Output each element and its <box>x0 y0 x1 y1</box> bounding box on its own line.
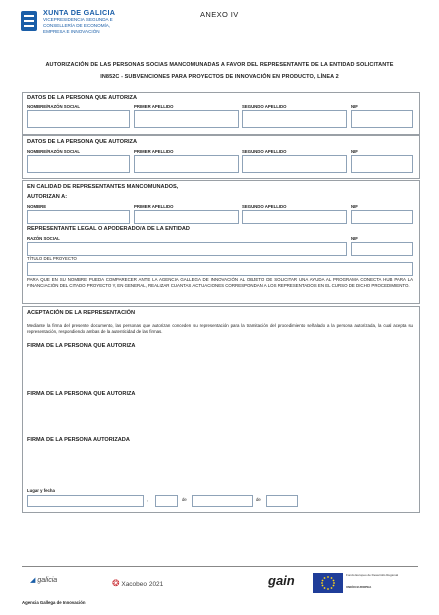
business-name-field[interactable] <box>27 242 347 256</box>
label-name: NOMBRE <box>27 204 47 209</box>
comma-separator: , <box>147 497 149 502</box>
acceptance-paragraph: Mediante la firma del presente documento, las personas que autorizan conceden su representación para la tramitación del procedimiento señalado a la persona autorizada, la cual acepta su representación, respondiendo ambas de la autenticidad de las firmas. <box>27 323 413 335</box>
surname1-field[interactable] <box>134 110 239 128</box>
signature-label-authorizer-2: FIRMA DE LA PERSONA QUE AUTORIZA <box>27 391 136 397</box>
footer-divider <box>22 566 418 567</box>
org-sub-1: VICEPRESIDENCIA SEGUNDA E <box>43 17 113 22</box>
section-title: ACEPTACIÓN DE LA REPRESENTACIÓN <box>27 310 136 316</box>
signature-label-authorized: FIRMA DE LA PERSONA AUTORIZADA <box>27 437 130 443</box>
year-field[interactable] <box>266 495 298 507</box>
place-field[interactable] <box>27 495 144 507</box>
org-subtitle <box>43 17 161 35</box>
label-surname2: SEGUNDO APELLIDO <box>242 204 287 209</box>
surname1-field[interactable] <box>134 210 239 224</box>
xacobeo-text: Xacobeo 2021 <box>121 581 164 588</box>
document-subtitle: IN852C - SUBVENCIONES PARA PROYECTOS DE INNOVACIÓN EN PRODUCTO, LÍNEA 2 <box>100 74 339 80</box>
surname2-field[interactable] <box>242 110 347 128</box>
name-field[interactable] <box>27 110 130 128</box>
section-title: EN CALIDAD DE REPRESENTANTES MANCOMUNADOS, <box>27 184 179 190</box>
label-project-title: TÍTULO DEL PROYECTO <box>27 256 77 261</box>
de-label-1: de <box>182 497 187 502</box>
annex-label: ANEXO IV <box>200 10 239 19</box>
label-surname1: PRIMER APELLIDO <box>134 204 174 209</box>
label-nif: NIF <box>351 204 358 209</box>
section-acceptance <box>22 306 420 513</box>
org-sub-3: EMPRESA E INNOVACIÓN <box>43 29 100 34</box>
xacobeo-logo <box>112 578 163 589</box>
signature-label-authorizer-1: FIRMA DE LA PERSONA QUE AUTORIZA <box>27 343 136 349</box>
galicia-mark-icon: ◢ <box>30 577 36 584</box>
label-nif: NIF <box>351 236 358 241</box>
galicia-logo <box>30 576 57 584</box>
nif-field[interactable] <box>351 110 413 128</box>
legal-representative-title: REPRESENTANTE LEGAL O APODERADO/A DE LA ENTIDAD <box>27 226 190 232</box>
document-title: AUTORIZACIÓN DE LAS PERSONAS SOCIAS MANCOMUNADAS A FAVOR DEL REPRESENTANTE DE LA ENTIDAD SOLICITANTE <box>45 62 394 68</box>
xunta-logo <box>19 8 159 48</box>
org-name: XUNTA DE GALICIA <box>43 8 116 17</box>
label-name: NOMBRE/RAZÓN SOCIAL <box>27 149 80 154</box>
label-surname1: PRIMER APELLIDO <box>134 149 174 154</box>
eu-funding-text <box>346 573 418 589</box>
surname2-field[interactable] <box>242 210 347 224</box>
xunta-emblem-icon <box>19 9 39 33</box>
eu-stars-icon <box>313 573 343 593</box>
month-field[interactable] <box>192 495 253 507</box>
name-field[interactable] <box>27 155 130 173</box>
authorization-paragraph: PARA QUE EN SU NOMBRE PUEDA COMPARECER ANTE LA AGENCIA GALLEGA DE INNOVACIÓN AL OBJETO DE SOLICITAR UNA AYUDA AL PROGRAMA CONECTA HUB PARA LA FINANCIACIÓN DEL CITADO PROYECTO Y, EN GENERAL, REALIZAR CUANTAS ACTUACIONES CORRESPONDAN A LOS REPRESENTADOS EN EL CURSO DE DICHO PROCEDIMIENTO. <box>27 277 413 289</box>
org-sub-2: CONSELLERÍA DE ECONOMÍA, <box>43 23 111 28</box>
section-title: DATOS DE LA PERSONA QUE AUTORIZA <box>27 95 138 101</box>
label-surname1: PRIMER APELLIDO <box>134 104 174 109</box>
eu-fund-name: Fondo Europeo de Desarrollo Regional <box>346 573 399 577</box>
entity-nif-field[interactable] <box>351 242 413 256</box>
xacobeo-mark-icon: ❂ <box>112 578 120 588</box>
eu-union-name: UNIÓN EUROPEA <box>346 585 372 589</box>
de-label-2: de <box>256 497 261 502</box>
agency-name: Agencia Gallega de Innovación <box>22 600 86 605</box>
section-subtitle: AUTORIZAN A: <box>27 194 68 200</box>
surname2-field[interactable] <box>242 155 347 173</box>
name-field[interactable] <box>27 210 130 224</box>
project-title-field[interactable] <box>27 262 413 276</box>
label-business-name: RAZÓN SOCIAL <box>27 236 60 241</box>
label-surname2: SEGUNDO APELLIDO <box>242 104 287 109</box>
nif-field[interactable] <box>351 210 413 224</box>
day-field[interactable] <box>155 495 178 507</box>
nif-field[interactable] <box>351 155 413 173</box>
surname1-field[interactable] <box>134 155 239 173</box>
section-title: DATOS DE LA PERSONA QUE AUTORIZA <box>27 139 138 145</box>
label-surname2: SEGUNDO APELLIDO <box>242 149 287 154</box>
label-nif: NIF <box>351 104 358 109</box>
eu-flag-icon <box>313 573 343 593</box>
label-nif: NIF <box>351 149 358 154</box>
label-name: NOMBRE/RAZÓN SOCIAL <box>27 104 80 109</box>
gain-logo: gain <box>268 573 295 588</box>
galicia-text: galicia <box>37 577 58 584</box>
place-date-label: Lugar y fecha <box>27 488 55 493</box>
